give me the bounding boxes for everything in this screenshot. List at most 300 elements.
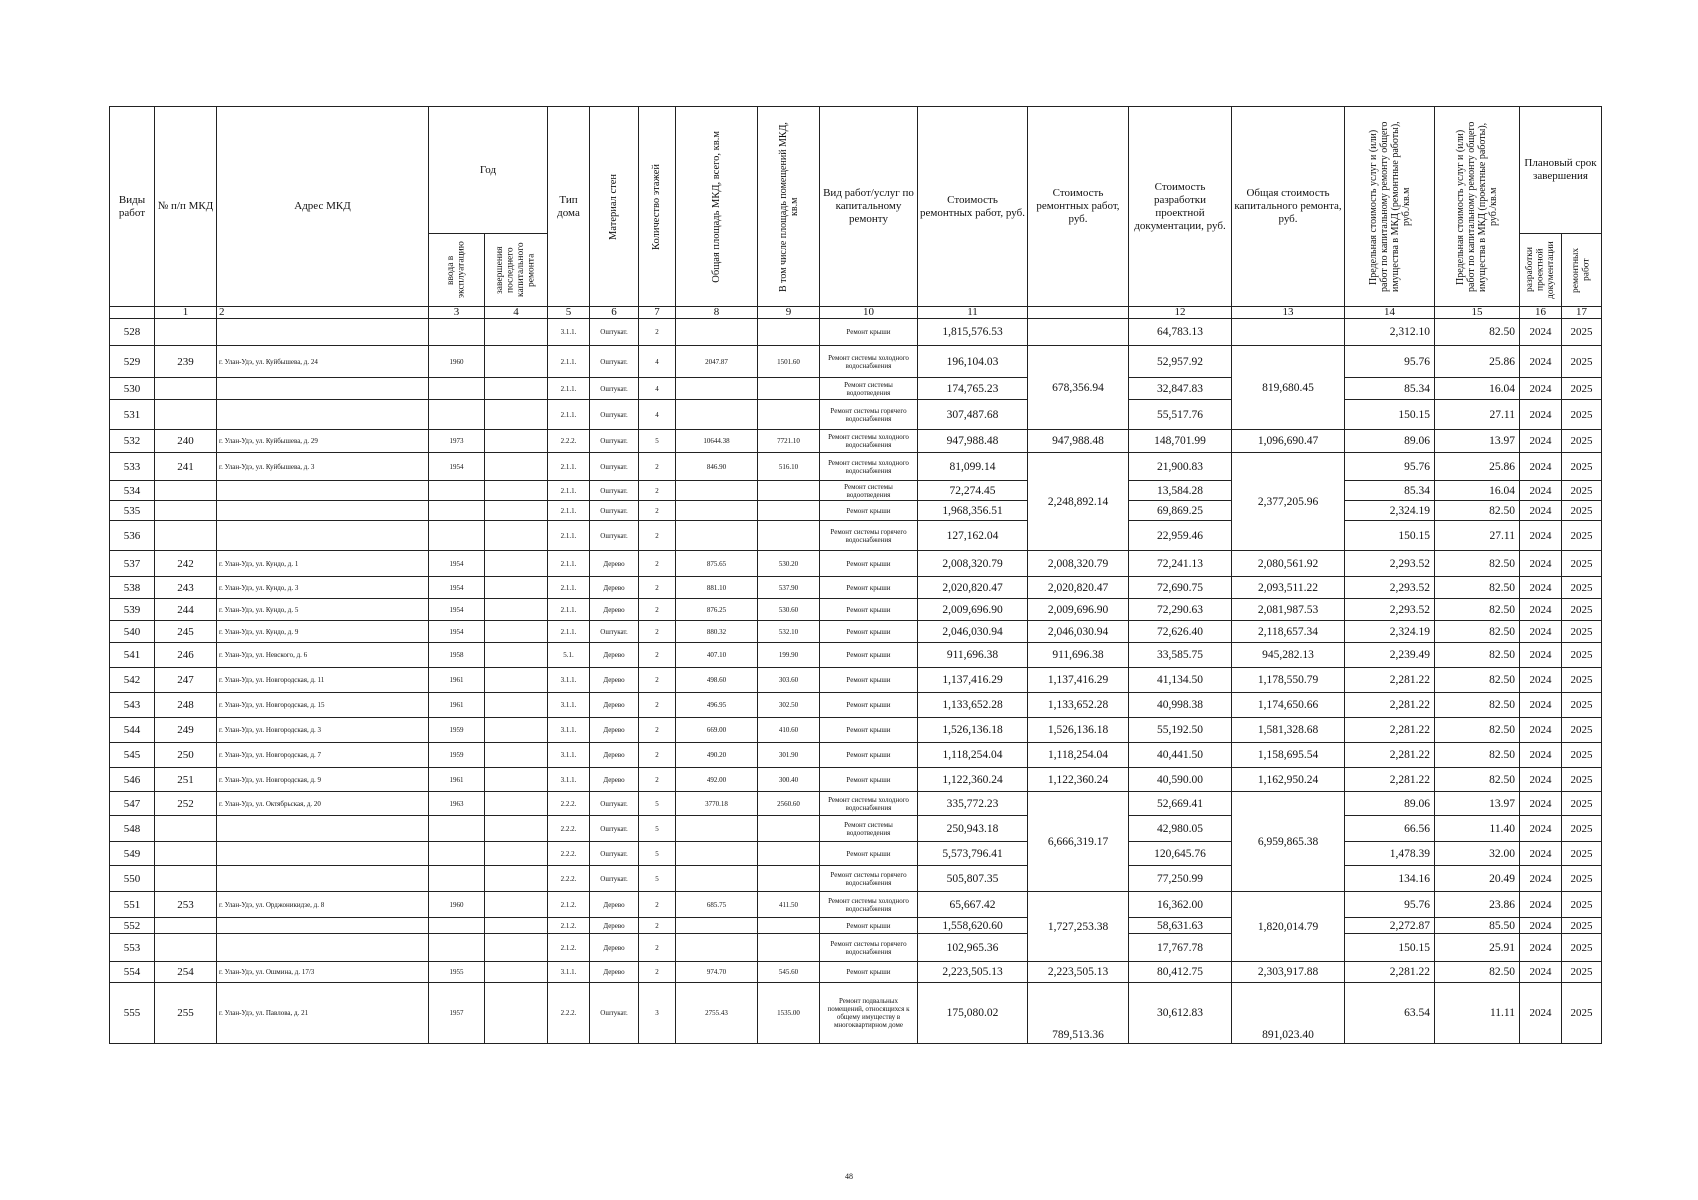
floors: 4 bbox=[639, 378, 676, 400]
repair-cost: 102,965.36 bbox=[918, 934, 1028, 962]
work-kind: Ремонт системы водоотведения bbox=[820, 481, 918, 501]
design-cost: 72,690.75 bbox=[1129, 577, 1232, 599]
total-area: 492.00 bbox=[676, 768, 758, 792]
mkd-number: 240 bbox=[155, 430, 217, 453]
floors: 5 bbox=[639, 430, 676, 453]
total-area: 3770.18 bbox=[676, 792, 758, 816]
floors: 2 bbox=[639, 319, 676, 346]
repair-cost-total: 1,727,253.38 bbox=[1028, 892, 1129, 962]
year-last-repair bbox=[485, 792, 548, 816]
term-repair: 2025 bbox=[1562, 551, 1602, 577]
design-cost: 72,626.40 bbox=[1129, 621, 1232, 643]
row-id: 543 bbox=[110, 693, 155, 718]
address: г. Улан-Удэ, ул. Новгородская, д. 3 bbox=[217, 718, 429, 743]
year-last-repair bbox=[485, 962, 548, 983]
house-type: 3.1.1. bbox=[548, 768, 590, 792]
design-cost: 21,900.83 bbox=[1129, 453, 1232, 481]
house-type: 2.2.2. bbox=[548, 983, 590, 1044]
limit-repair: 95.76 bbox=[1345, 453, 1435, 481]
limit-repair: 2,281.22 bbox=[1345, 693, 1435, 718]
total-cost bbox=[1232, 319, 1345, 346]
year-commission: 1961 bbox=[429, 668, 485, 693]
work-kind: Ремонт крыши bbox=[820, 621, 918, 643]
year-last-repair bbox=[485, 319, 548, 346]
work-kind: Ремонт крыши bbox=[820, 577, 918, 599]
house-type: 2.1.2. bbox=[548, 934, 590, 962]
wall-material: Дерево bbox=[590, 962, 639, 983]
repair-cost: 1,133,652.28 bbox=[918, 693, 1028, 718]
house-type: 3.1.1. bbox=[548, 962, 590, 983]
work-kind: Ремонт крыши bbox=[820, 599, 918, 621]
year-commission bbox=[429, 866, 485, 892]
limit-repair: 2,293.52 bbox=[1345, 599, 1435, 621]
repair-cost-total: 678,356.94 bbox=[1028, 346, 1129, 430]
wall-material: Дерево bbox=[590, 599, 639, 621]
premises-area: 199.90 bbox=[758, 643, 820, 668]
repair-cost-total: 2,046,030.94 bbox=[1028, 621, 1129, 643]
term-repair: 2025 bbox=[1562, 816, 1602, 842]
wall-material: Оштукат. bbox=[590, 983, 639, 1044]
total-cost: 2,093,511.22 bbox=[1232, 577, 1345, 599]
mkd-number: 241 bbox=[155, 453, 217, 481]
limit-repair: 95.76 bbox=[1345, 346, 1435, 378]
mkd-number: 251 bbox=[155, 768, 217, 792]
term-repair: 2025 bbox=[1562, 453, 1602, 481]
header-term-repair: ремонтных работ bbox=[1562, 234, 1602, 307]
limit-repair: 134.16 bbox=[1345, 866, 1435, 892]
table-row bbox=[110, 551, 1602, 577]
year-last-repair bbox=[485, 934, 548, 962]
house-type: 2.2.2. bbox=[548, 430, 590, 453]
design-cost: 72,290.63 bbox=[1129, 599, 1232, 621]
term-repair: 2025 bbox=[1562, 718, 1602, 743]
row-id: 537 bbox=[110, 551, 155, 577]
repair-cost: 5,573,796.41 bbox=[918, 842, 1028, 866]
term-repair: 2025 bbox=[1562, 430, 1602, 453]
wall-material: Оштукат. bbox=[590, 430, 639, 453]
year-commission: 1959 bbox=[429, 718, 485, 743]
year-commission bbox=[429, 842, 485, 866]
total-area: 875.65 bbox=[676, 551, 758, 577]
year-last-repair bbox=[485, 983, 548, 1044]
house-type: 2.2.2. bbox=[548, 792, 590, 816]
total-cost: 1,178,550.79 bbox=[1232, 668, 1345, 693]
term-repair: 2025 bbox=[1562, 501, 1602, 521]
term-design: 2024 bbox=[1520, 599, 1562, 621]
term-design: 2024 bbox=[1520, 743, 1562, 768]
limit-design: 25.86 bbox=[1435, 346, 1520, 378]
year-commission bbox=[429, 501, 485, 521]
term-design: 2024 bbox=[1520, 792, 1562, 816]
row-id: 546 bbox=[110, 768, 155, 792]
limit-design: 82.50 bbox=[1435, 643, 1520, 668]
limit-design: 20.49 bbox=[1435, 866, 1520, 892]
limit-repair: 2,293.52 bbox=[1345, 551, 1435, 577]
repair-cost-total: 2,223,505.13 bbox=[1028, 962, 1129, 983]
repair-cost: 196,104.03 bbox=[918, 346, 1028, 378]
year-last-repair bbox=[485, 521, 548, 551]
house-type: 2.1.1. bbox=[548, 621, 590, 643]
year-last-repair bbox=[485, 668, 548, 693]
column-number: 13 bbox=[1232, 307, 1345, 319]
year-commission: 1961 bbox=[429, 693, 485, 718]
floors: 5 bbox=[639, 816, 676, 842]
repair-cost: 250,943.18 bbox=[918, 816, 1028, 842]
mkd-number: 254 bbox=[155, 962, 217, 983]
design-cost: 40,590.00 bbox=[1129, 768, 1232, 792]
premises-area bbox=[758, 842, 820, 866]
year-commission: 1954 bbox=[429, 577, 485, 599]
address: г. Улан-Удэ, ул. Новгородская, д. 15 bbox=[217, 693, 429, 718]
year-commission bbox=[429, 400, 485, 430]
design-cost: 40,998.38 bbox=[1129, 693, 1232, 718]
work-kind: Ремонт системы холодного водоснабжения bbox=[820, 346, 918, 378]
term-design: 2024 bbox=[1520, 892, 1562, 918]
limit-design: 82.50 bbox=[1435, 551, 1520, 577]
address bbox=[217, 866, 429, 892]
year-commission: 1963 bbox=[429, 792, 485, 816]
year-last-repair bbox=[485, 346, 548, 378]
address: г. Улан-Удэ, ул. Новгородская, д. 7 bbox=[217, 743, 429, 768]
limit-repair: 2,324.19 bbox=[1345, 621, 1435, 643]
table-row bbox=[110, 400, 1602, 430]
design-cost: 55,517.76 bbox=[1129, 400, 1232, 430]
header-wall-material: Материал стен bbox=[590, 107, 639, 307]
total-cost: 2,080,561.92 bbox=[1232, 551, 1345, 577]
premises-area: 537.90 bbox=[758, 577, 820, 599]
house-type: 2.1.1. bbox=[548, 481, 590, 501]
total-area: 876.25 bbox=[676, 599, 758, 621]
floors: 5 bbox=[639, 792, 676, 816]
limit-design: 82.50 bbox=[1435, 768, 1520, 792]
design-cost: 17,767.78 bbox=[1129, 934, 1232, 962]
term-repair: 2025 bbox=[1562, 962, 1602, 983]
row-id: 534 bbox=[110, 481, 155, 501]
house-type: 3.1.1. bbox=[548, 668, 590, 693]
header-repair-cost: Стоимость ремонтных работ, руб. bbox=[918, 107, 1028, 307]
design-cost: 16,362.00 bbox=[1129, 892, 1232, 918]
term-repair: 2025 bbox=[1562, 346, 1602, 378]
work-kind: Ремонт крыши bbox=[820, 668, 918, 693]
limit-repair: 2,281.22 bbox=[1345, 668, 1435, 693]
row-id: 535 bbox=[110, 501, 155, 521]
term-repair: 2025 bbox=[1562, 768, 1602, 792]
work-kind: Ремонт системы холодного водоснабжения bbox=[820, 453, 918, 481]
wall-material: Оштукат. bbox=[590, 453, 639, 481]
term-repair: 2025 bbox=[1562, 481, 1602, 501]
table-row bbox=[110, 768, 1602, 792]
header-work-types: Виды работ bbox=[110, 107, 155, 307]
limit-design: 16.04 bbox=[1435, 378, 1520, 400]
premises-area bbox=[758, 501, 820, 521]
wall-material: Дерево bbox=[590, 934, 639, 962]
repair-cost-total: 911,696.38 bbox=[1028, 643, 1129, 668]
table-row bbox=[110, 983, 1602, 1044]
term-repair: 2025 bbox=[1562, 743, 1602, 768]
work-kind: Ремонт крыши bbox=[820, 643, 918, 668]
house-type: 2.2.2. bbox=[548, 816, 590, 842]
column-number: 17 bbox=[1562, 307, 1602, 319]
repair-cost: 72,274.45 bbox=[918, 481, 1028, 501]
total-area bbox=[676, 501, 758, 521]
repair-cost: 2,020,820.47 bbox=[918, 577, 1028, 599]
wall-material: Дерево bbox=[590, 718, 639, 743]
total-area bbox=[676, 481, 758, 501]
address: г. Улан-Удэ, ул. Куйбышева, д. 3 bbox=[217, 453, 429, 481]
limit-design: 85.50 bbox=[1435, 918, 1520, 934]
repair-cost-total: 2,020,820.47 bbox=[1028, 577, 1129, 599]
year-commission bbox=[429, 319, 485, 346]
premises-area bbox=[758, 481, 820, 501]
limit-design: 82.50 bbox=[1435, 599, 1520, 621]
term-repair: 2025 bbox=[1562, 400, 1602, 430]
total-cost: 945,282.13 bbox=[1232, 643, 1345, 668]
year-last-repair bbox=[485, 621, 548, 643]
limit-repair: 150.15 bbox=[1345, 521, 1435, 551]
floors: 2 bbox=[639, 962, 676, 983]
year-commission: 1954 bbox=[429, 453, 485, 481]
term-repair: 2025 bbox=[1562, 621, 1602, 643]
address bbox=[217, 501, 429, 521]
address bbox=[217, 934, 429, 962]
total-area bbox=[676, 918, 758, 934]
limit-repair: 95.76 bbox=[1345, 892, 1435, 918]
capital-repair-table bbox=[109, 106, 1602, 1044]
row-id: 548 bbox=[110, 816, 155, 842]
address: г. Улан-Удэ, ул. Куйбышева, д. 24 bbox=[217, 346, 429, 378]
term-design: 2024 bbox=[1520, 501, 1562, 521]
limit-design: 82.50 bbox=[1435, 668, 1520, 693]
term-repair: 2025 bbox=[1562, 983, 1602, 1044]
total-area bbox=[676, 521, 758, 551]
row-id: 544 bbox=[110, 718, 155, 743]
mkd-number bbox=[155, 918, 217, 934]
mkd-number: 243 bbox=[155, 577, 217, 599]
term-repair: 2025 bbox=[1562, 892, 1602, 918]
term-design: 2024 bbox=[1520, 551, 1562, 577]
table-row bbox=[110, 918, 1602, 934]
year-commission: 1958 bbox=[429, 643, 485, 668]
row-id: 536 bbox=[110, 521, 155, 551]
mkd-number: 250 bbox=[155, 743, 217, 768]
total-area bbox=[676, 319, 758, 346]
year-last-repair bbox=[485, 481, 548, 501]
mkd-number bbox=[155, 521, 217, 551]
house-type: 2.1.2. bbox=[548, 892, 590, 918]
year-last-repair bbox=[485, 816, 548, 842]
repair-cost: 947,988.48 bbox=[918, 430, 1028, 453]
limit-design: 82.50 bbox=[1435, 621, 1520, 643]
floors: 5 bbox=[639, 866, 676, 892]
year-commission bbox=[429, 521, 485, 551]
table-row bbox=[110, 668, 1602, 693]
limit-repair: 89.06 bbox=[1345, 792, 1435, 816]
column-number: 6 bbox=[590, 307, 639, 319]
repair-cost: 81,099.14 bbox=[918, 453, 1028, 481]
column-number: 7 bbox=[639, 307, 676, 319]
work-kind: Ремонт системы водоотведения bbox=[820, 378, 918, 400]
header-house-type: Тип дома bbox=[548, 107, 590, 307]
design-cost: 80,412.75 bbox=[1129, 962, 1232, 983]
limit-repair: 150.15 bbox=[1345, 400, 1435, 430]
wall-material: Оштукат. bbox=[590, 481, 639, 501]
house-type: 2.1.1. bbox=[548, 501, 590, 521]
table-body bbox=[110, 319, 1602, 1044]
repair-cost: 1,137,416.29 bbox=[918, 668, 1028, 693]
work-kind: Ремонт системы горячего водоснабжения bbox=[820, 400, 918, 430]
repair-cost: 175,080.02 bbox=[918, 983, 1028, 1044]
row-id: 539 bbox=[110, 599, 155, 621]
wall-material: Дерево bbox=[590, 892, 639, 918]
year-commission bbox=[429, 481, 485, 501]
floors: 2 bbox=[639, 551, 676, 577]
repair-cost-total: 2,008,320.79 bbox=[1028, 551, 1129, 577]
wall-material: Дерево bbox=[590, 551, 639, 577]
header-year-last-repair: завершения последнего капитального ремонта bbox=[485, 234, 548, 307]
floors: 2 bbox=[639, 768, 676, 792]
year-last-repair bbox=[485, 643, 548, 668]
limit-repair: 2,324.19 bbox=[1345, 501, 1435, 521]
total-area: 2755.43 bbox=[676, 983, 758, 1044]
table-row bbox=[110, 501, 1602, 521]
year-last-repair bbox=[485, 866, 548, 892]
work-kind: Ремонт крыши bbox=[820, 743, 918, 768]
mkd-number: 255 bbox=[155, 983, 217, 1044]
address: г. Улан-Удэ, ул. Кундо, д. 3 bbox=[217, 577, 429, 599]
term-design: 2024 bbox=[1520, 918, 1562, 934]
year-commission: 1961 bbox=[429, 768, 485, 792]
term-design: 2024 bbox=[1520, 842, 1562, 866]
year-last-repair bbox=[485, 743, 548, 768]
floors: 2 bbox=[639, 643, 676, 668]
floors: 2 bbox=[639, 918, 676, 934]
wall-material: Дерево bbox=[590, 768, 639, 792]
total-area: 974.70 bbox=[676, 962, 758, 983]
row-id: 533 bbox=[110, 453, 155, 481]
work-kind: Ремонт системы холодного водоснабжения bbox=[820, 792, 918, 816]
address bbox=[217, 842, 429, 866]
limit-design: 25.86 bbox=[1435, 453, 1520, 481]
address: г. Улан-Удэ, ул. Новгородская, д. 9 bbox=[217, 768, 429, 792]
year-last-repair bbox=[485, 599, 548, 621]
mkd-number bbox=[155, 400, 217, 430]
term-repair: 2025 bbox=[1562, 643, 1602, 668]
term-repair: 2025 bbox=[1562, 577, 1602, 599]
wall-material: Оштукат. bbox=[590, 792, 639, 816]
repair-cost-total: 2,009,696.90 bbox=[1028, 599, 1129, 621]
floors: 5 bbox=[639, 842, 676, 866]
table-row bbox=[110, 842, 1602, 866]
column-number: 9 bbox=[758, 307, 820, 319]
design-cost: 58,631.63 bbox=[1129, 918, 1232, 934]
limit-design: 11.11 bbox=[1435, 983, 1520, 1044]
header-floors: Количество этажей bbox=[639, 107, 676, 307]
premises-area bbox=[758, 400, 820, 430]
address: г. Улан-Удэ, ул. Октябрьская, д. 20 bbox=[217, 792, 429, 816]
house-type: 2.1.1. bbox=[548, 453, 590, 481]
total-cost: 819,680.45 bbox=[1232, 346, 1345, 430]
floors: 2 bbox=[639, 501, 676, 521]
column-number: 8 bbox=[676, 307, 758, 319]
year-last-repair bbox=[485, 430, 548, 453]
floors: 2 bbox=[639, 453, 676, 481]
premises-area: 301.90 bbox=[758, 743, 820, 768]
table-row bbox=[110, 577, 1602, 599]
floors: 2 bbox=[639, 892, 676, 918]
limit-repair: 2,281.22 bbox=[1345, 718, 1435, 743]
total-area: 490.20 bbox=[676, 743, 758, 768]
wall-material: Оштукат. bbox=[590, 346, 639, 378]
term-design: 2024 bbox=[1520, 430, 1562, 453]
total-area: 880.32 bbox=[676, 621, 758, 643]
year-commission: 1955 bbox=[429, 962, 485, 983]
header-limit-repair: Предельная стоимость услуг и (или) работ по капитальному ремонту общего имущества в МКД (ремонтные работы), руб./кв.м bbox=[1345, 107, 1435, 307]
limit-repair: 2,312.10 bbox=[1345, 319, 1435, 346]
house-type: 3.1.1. bbox=[548, 693, 590, 718]
table-row bbox=[110, 866, 1602, 892]
wall-material: Дерево bbox=[590, 918, 639, 934]
repair-cost: 1,815,576.53 bbox=[918, 319, 1028, 346]
repair-cost-total: 1,118,254.04 bbox=[1028, 743, 1129, 768]
limit-design: 27.11 bbox=[1435, 521, 1520, 551]
term-design: 2024 bbox=[1520, 481, 1562, 501]
work-kind: Ремонт крыши bbox=[820, 319, 918, 346]
work-kind: Ремонт системы горячего водоснабжения bbox=[820, 934, 918, 962]
term-repair: 2025 bbox=[1562, 378, 1602, 400]
mkd-number bbox=[155, 481, 217, 501]
row-id: 547 bbox=[110, 792, 155, 816]
design-cost: 40,441.50 bbox=[1129, 743, 1232, 768]
term-design: 2024 bbox=[1520, 521, 1562, 551]
repair-cost: 1,122,360.24 bbox=[918, 768, 1028, 792]
limit-repair: 150.15 bbox=[1345, 934, 1435, 962]
total-cost: 2,303,917.88 bbox=[1232, 962, 1345, 983]
column-number: 2 bbox=[217, 307, 429, 319]
limit-design: 13.97 bbox=[1435, 430, 1520, 453]
address bbox=[217, 378, 429, 400]
work-kind: Ремонт крыши bbox=[820, 551, 918, 577]
floors: 2 bbox=[639, 621, 676, 643]
house-type: 2.1.1. bbox=[548, 521, 590, 551]
repair-cost-total: 789,513.36 bbox=[1028, 983, 1129, 1044]
limit-design: 82.50 bbox=[1435, 577, 1520, 599]
premises-area: 411.50 bbox=[758, 892, 820, 918]
address: г. Улан-Удэ, ул. Ошмина, д. 17/3 bbox=[217, 962, 429, 983]
repair-cost-total: 1,526,136.18 bbox=[1028, 718, 1129, 743]
term-repair: 2025 bbox=[1562, 866, 1602, 892]
total-cost: 1,174,650.66 bbox=[1232, 693, 1345, 718]
repair-cost: 911,696.38 bbox=[918, 643, 1028, 668]
wall-material: Оштукат. bbox=[590, 866, 639, 892]
design-cost: 30,612.83 bbox=[1129, 983, 1232, 1044]
mkd-number bbox=[155, 319, 217, 346]
mkd-number: 244 bbox=[155, 599, 217, 621]
term-repair: 2025 bbox=[1562, 319, 1602, 346]
house-type: 2.1.1. bbox=[548, 577, 590, 599]
design-cost: 148,701.99 bbox=[1129, 430, 1232, 453]
limit-repair: 66.56 bbox=[1345, 816, 1435, 842]
table-row bbox=[110, 693, 1602, 718]
mkd-number: 246 bbox=[155, 643, 217, 668]
premises-area: 532.10 bbox=[758, 621, 820, 643]
year-last-repair bbox=[485, 892, 548, 918]
term-design: 2024 bbox=[1520, 962, 1562, 983]
term-repair: 2025 bbox=[1562, 934, 1602, 962]
premises-area bbox=[758, 378, 820, 400]
repair-cost: 2,009,696.90 bbox=[918, 599, 1028, 621]
row-id: 550 bbox=[110, 866, 155, 892]
header-mkd-number: № п/п МКД bbox=[155, 107, 217, 307]
